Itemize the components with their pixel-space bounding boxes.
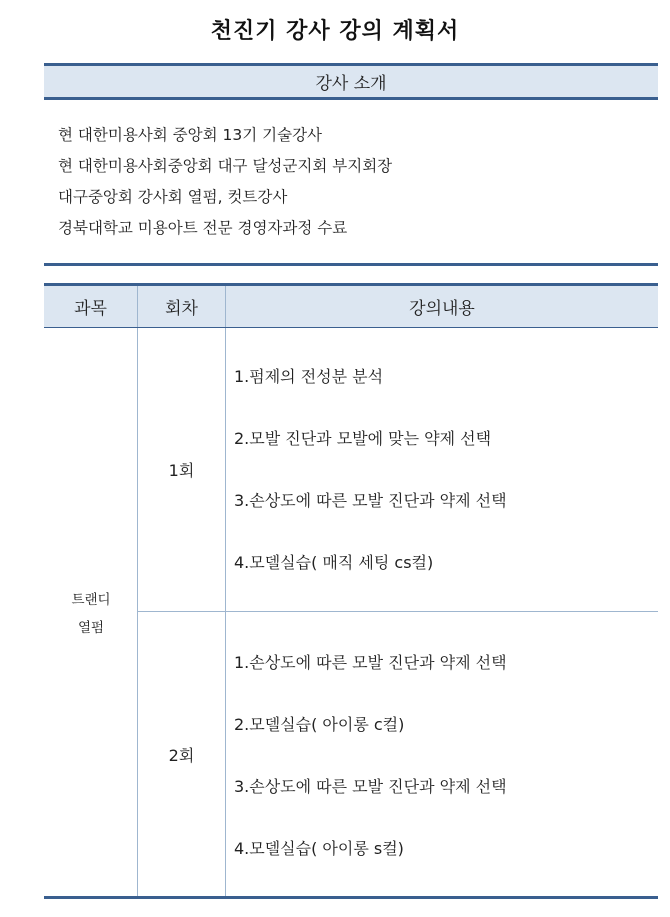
instructor-intro-header: 강사 소개 bbox=[44, 63, 658, 100]
lecture-item: 3.손상도에 따른 모발 진단과 약제 선택 bbox=[234, 491, 507, 510]
table-header-row bbox=[44, 286, 658, 328]
header-content: 강의내용 bbox=[409, 299, 475, 319]
lecture-plan-table bbox=[44, 283, 658, 899]
lecture-item: 4.모델실습( 아이롱 s컬) bbox=[234, 839, 404, 858]
subject-line: 트랜디 bbox=[71, 592, 111, 608]
session-label: 1회 bbox=[138, 328, 226, 611]
subject-cell bbox=[44, 328, 138, 896]
intro-line: 대구중앙회 강사회 열펌, 컷트강사 bbox=[58, 188, 288, 206]
lecture-item: 1.펌제의 전성분 분석 bbox=[234, 367, 384, 386]
lecture-item: 1.손상도에 따른 모발 진단과 약제 선택 bbox=[234, 653, 507, 672]
session-label: 2회 bbox=[138, 612, 226, 896]
instructor-intro-list bbox=[58, 120, 658, 244]
section-divider bbox=[44, 263, 658, 266]
subject-name bbox=[44, 586, 138, 642]
lecture-item: 2.모발 진단과 모발에 맞는 약제 선택 bbox=[234, 429, 492, 448]
lecture-item: 2.모델실습( 아이롱 c컬) bbox=[234, 715, 405, 734]
intro-line: 현 대한미용사회중앙회 대구 달성군지회 부지회장 bbox=[58, 157, 393, 175]
subject-line: 열펌 bbox=[77, 620, 105, 636]
header-subject: 과목 bbox=[44, 286, 138, 327]
table-row bbox=[138, 612, 658, 896]
intro-line: 경북대학교 미용아트 전문 경영자과정 수료 bbox=[58, 219, 348, 237]
lecture-item: 3.손상도에 따른 모발 진단과 약제 선택 bbox=[234, 777, 507, 796]
header-session: 회차 bbox=[138, 286, 226, 327]
lecture-item: 4.모델실습( 매직 세팅 cs컬) bbox=[234, 553, 434, 572]
table-row bbox=[138, 328, 658, 612]
intro-line: 현 대한미용사회 중앙회 13기 기술강사 bbox=[58, 126, 323, 144]
page-title: 천진기 강사 강의 계획서 bbox=[210, 19, 460, 44]
